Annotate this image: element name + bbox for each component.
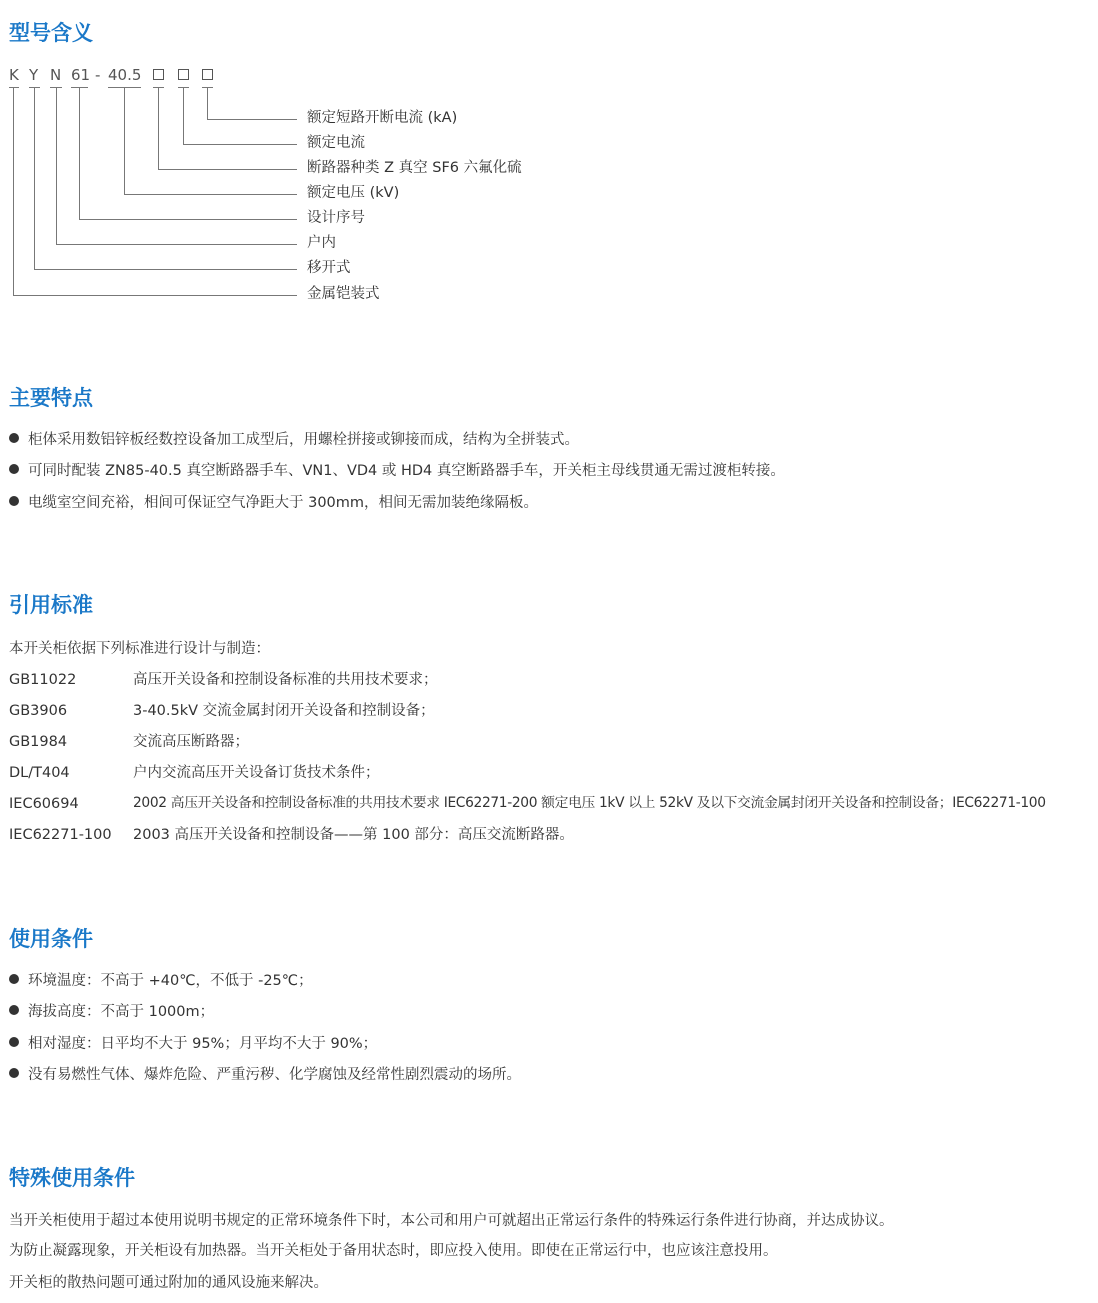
leader-h-box2 bbox=[183, 144, 297, 145]
condition-text: 环境温度：不高于 +40℃，不低于 -25℃； bbox=[28, 973, 313, 989]
conditions-heading: 使用条件 bbox=[9, 927, 93, 951]
meaning-breaker-type: 断路器种类 Z 真空 SF6 六氟化硫 bbox=[307, 160, 522, 176]
feature-text: 电缆室空间充裕，相间可保证空气净距大于 300mm，相间无需加装绝缘隔板。 bbox=[28, 495, 539, 511]
meaning-metal-clad: 金属铠装式 bbox=[307, 286, 380, 302]
features-heading: 主要特点 bbox=[9, 386, 93, 410]
feature-text: 可同时配装 ZN85-40.5 真空断路器手车、VN1、VD4 或 HD4 真空断路器手车，开关柜主母线贯通无需过渡柜转接。 bbox=[28, 463, 785, 479]
leader-v-y bbox=[34, 88, 35, 269]
code-box-3 bbox=[202, 69, 213, 80]
standard-code: GB1984 bbox=[9, 734, 68, 750]
leader-v-box3 bbox=[207, 88, 208, 119]
leader-h-405 bbox=[124, 194, 297, 195]
condition-item bbox=[9, 1068, 521, 1083]
feature-text: 柜体采用数铝锌板经数控设备加工成型后，用螺栓拼接或铆接而成，结构为全拼装式。 bbox=[28, 432, 579, 448]
code-box-2 bbox=[178, 69, 189, 80]
model-heading: 型号含义 bbox=[9, 21, 93, 45]
bullet-icon bbox=[9, 1005, 19, 1015]
condition-item bbox=[9, 1037, 377, 1052]
meaning-rated-voltage: 额定电压 (kV) bbox=[307, 185, 400, 201]
leader-h-n bbox=[56, 244, 297, 245]
meaning-rated-current: 额定电流 bbox=[307, 135, 365, 151]
bullet-icon bbox=[9, 464, 19, 474]
condition-item bbox=[9, 1005, 214, 1020]
bullet-icon bbox=[9, 433, 19, 443]
bullet-icon bbox=[9, 496, 19, 506]
code-char-n: N bbox=[50, 66, 62, 84]
standard-code: GB11022 bbox=[9, 672, 77, 688]
leader-h-61 bbox=[79, 219, 297, 220]
special-paragraph: 开关柜的散热问题可通过附加的通风设施来解决。 bbox=[9, 1275, 328, 1291]
meaning-breaking-current: 额定短路开断电流 (kA) bbox=[307, 110, 458, 126]
leader-h-y bbox=[34, 269, 297, 270]
standards-intro: 本开关柜依据下列标准进行设计与制造： bbox=[9, 641, 270, 657]
standard-code: GB3906 bbox=[9, 703, 68, 719]
code-char-dash: - bbox=[95, 66, 101, 84]
special-paragraph: 为防止凝露现象，开关柜设有加热器。当开关柜处于备用状态时，即应投入使用。即使在正常运行中，也应该注意投用。 bbox=[9, 1243, 778, 1259]
code-char-405: 40.5 bbox=[108, 66, 142, 84]
underline-k bbox=[9, 87, 19, 88]
standard-desc: 2002 高压开关设备和控制设备标准的共用技术要求 IEC62271-200 额定电压 1kV 以上 52kV 及以下交流金属封闭开关设备和控制设备；IEC62271-100 bbox=[133, 795, 1046, 811]
leader-v-box1 bbox=[158, 88, 159, 169]
code-char-y: Y bbox=[29, 66, 39, 84]
leader-h-k bbox=[13, 295, 297, 296]
condition-text: 没有易燃性气体、爆炸危险、严重污秽、化学腐蚀及经常性剧烈震动的场所。 bbox=[28, 1067, 521, 1083]
special-paragraph: 当开关柜使用于超过本使用说明书规定的正常环境条件下时，本公司和用户可就超出正常运行条件的特殊运行条件进行协商，并达成协议。 bbox=[9, 1213, 894, 1229]
bullet-icon bbox=[9, 1037, 19, 1047]
bullet-icon bbox=[9, 974, 19, 984]
leader-v-k bbox=[13, 88, 14, 295]
feature-item bbox=[9, 496, 538, 511]
leader-v-61 bbox=[79, 88, 80, 219]
condition-text: 海拔高度：不高于 1000m； bbox=[28, 1004, 215, 1020]
leader-v-box2 bbox=[183, 88, 184, 144]
leader-v-405 bbox=[124, 88, 125, 194]
bullet-icon bbox=[9, 1068, 19, 1078]
standard-code: IEC60694 bbox=[9, 796, 79, 812]
feature-item bbox=[9, 464, 785, 479]
meaning-design-number: 设计序号 bbox=[307, 210, 365, 226]
meaning-indoor: 户内 bbox=[307, 235, 336, 251]
standards-heading: 引用标准 bbox=[9, 593, 93, 617]
special-heading: 特殊使用条件 bbox=[9, 1166, 135, 1190]
standard-desc: 交流高压断路器； bbox=[133, 734, 249, 750]
standard-desc: 2003 高压开关设备和控制设备——第 100 部分：高压交流断路器。 bbox=[133, 827, 574, 843]
standard-code: DL/T404 bbox=[9, 765, 70, 781]
code-char-k: K bbox=[9, 66, 19, 84]
meaning-withdrawable: 移开式 bbox=[307, 260, 351, 276]
standard-code: IEC62271-100 bbox=[9, 827, 112, 843]
code-box-1 bbox=[153, 69, 164, 80]
standard-desc: 户内交流高压开关设备订货技术条件； bbox=[133, 765, 380, 781]
standard-desc: 高压开关设备和控制设备标准的共用技术要求； bbox=[133, 672, 438, 688]
condition-text: 相对湿度：日平均不大于 95%；月平均不大于 90%； bbox=[28, 1036, 378, 1052]
standard-desc: 3-40.5kV 交流金属封闭开关设备和控制设备； bbox=[133, 703, 435, 719]
leader-h-box3 bbox=[207, 119, 297, 120]
condition-item bbox=[9, 974, 313, 989]
leader-h-box1 bbox=[158, 169, 297, 170]
leader-v-n bbox=[56, 88, 57, 244]
code-char-61: 61 bbox=[71, 66, 91, 84]
feature-item bbox=[9, 433, 579, 448]
